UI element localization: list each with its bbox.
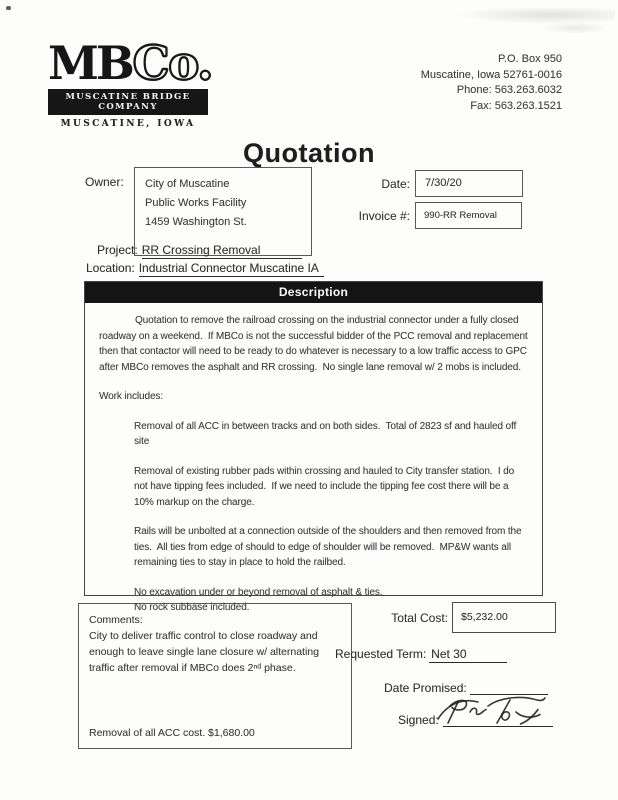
comments-body: City to deliver traffic control to close roadway and enough to leave single lane closure w/ alternating traffic after removal if MBCo does 2ⁿᵈ phase.: [89, 630, 322, 674]
scan-smudge: [540, 22, 610, 34]
logo-co-text: Co.: [132, 36, 213, 90]
location-value: Industrial Connector Muscatine IA: [139, 261, 324, 277]
date-promised-label: Date Promised:: [384, 681, 467, 695]
company-address-block: [421, 52, 562, 114]
work-item: Rails will be unbolted at a connection outside of the shoulders and then removed from the ties. All ties from edge of should to edge of shoulder will be removed. MP&W wants all remaining ties to stay in place to hold the railbed.: [134, 526, 525, 568]
owner-line: Public Works Facility: [145, 197, 247, 209]
logo-banner: MUSCATINE BRIDGE COMPANY: [48, 89, 208, 115]
address-line: P.O. Box 950: [497, 53, 562, 65]
company-logo: [48, 36, 213, 129]
owner-line: City of Muscatine: [145, 178, 230, 190]
logo-city-line: MUSCATINE, IOWA: [60, 119, 196, 129]
address-line: Fax: 563.263.1521: [470, 99, 562, 112]
work-item: Removal of existing rubber pads within crossing and hauled to City transfer station. I do not have tipping fees included. If we need to include the tipping fee cost there will be a 10% markup on the charge.: [134, 465, 517, 508]
logo-wordmark: [48, 36, 213, 90]
description-section: [84, 281, 543, 613]
date-label: Date:: [381, 177, 410, 191]
address-line: Phone: 563.263.6032: [456, 84, 562, 96]
description-note: No excavation under or beyond removal of asphalt & ties.: [134, 586, 383, 598]
project-row: [97, 243, 302, 257]
owner-line: 1459 Washington St.: [145, 216, 247, 228]
description-body: [85, 303, 542, 616]
comments-label: Comments:: [89, 614, 143, 626]
invoice-label: Invoice #:: [358, 209, 410, 223]
location-row: [86, 261, 324, 275]
location-label: Location:: [86, 261, 135, 275]
requested-term-value: Net 30: [429, 647, 506, 663]
description-note: No rock subbase included.: [134, 602, 250, 613]
page-title: Quotation: [243, 138, 375, 168]
comments-box: [78, 603, 352, 749]
description-intro: Quotation to remove the railroad crossing on the industrial connector under a fully closed roadway on a weekend. If MBCo is not the successful bidder of the PCC removal and replacement then that contactor will need to be ready to do whatever is necessary to a low traffic access to GPC after MBCo removes the asphalt and RR crossing. No single lane removal w/ 2 mobs is included.: [99, 315, 531, 373]
project-value: RR Crossing Removal: [142, 243, 303, 259]
signed-label: Signed:: [398, 713, 439, 727]
invoice-field: 990-RR Removal: [415, 202, 522, 229]
work-item: Removal of all ACC in between tracks and on both sides. Total of 2823 sf and hauled off site: [134, 420, 519, 447]
address-line: Muscatine, Iowa 52761-0016: [420, 68, 562, 81]
requested-term-row: [335, 647, 507, 661]
project-label: Project:: [97, 243, 138, 257]
work-includes-label: Work includes:: [99, 391, 163, 402]
comments-footer: Removal of all ACC cost. $1,680.00: [89, 727, 255, 739]
description-header: Description: [85, 282, 542, 303]
date-field: 7/30/20: [415, 170, 523, 197]
owner-label: Owner:: [85, 175, 124, 189]
logo-mb-text: MB: [48, 36, 132, 90]
total-cost-field: $5,232.00: [452, 602, 556, 633]
handwritten-signature: [436, 693, 546, 727]
scan-speck: [6, 6, 11, 10]
requested-term-label: Requested Term:: [335, 647, 427, 661]
total-cost-label: Total Cost:: [391, 611, 448, 625]
